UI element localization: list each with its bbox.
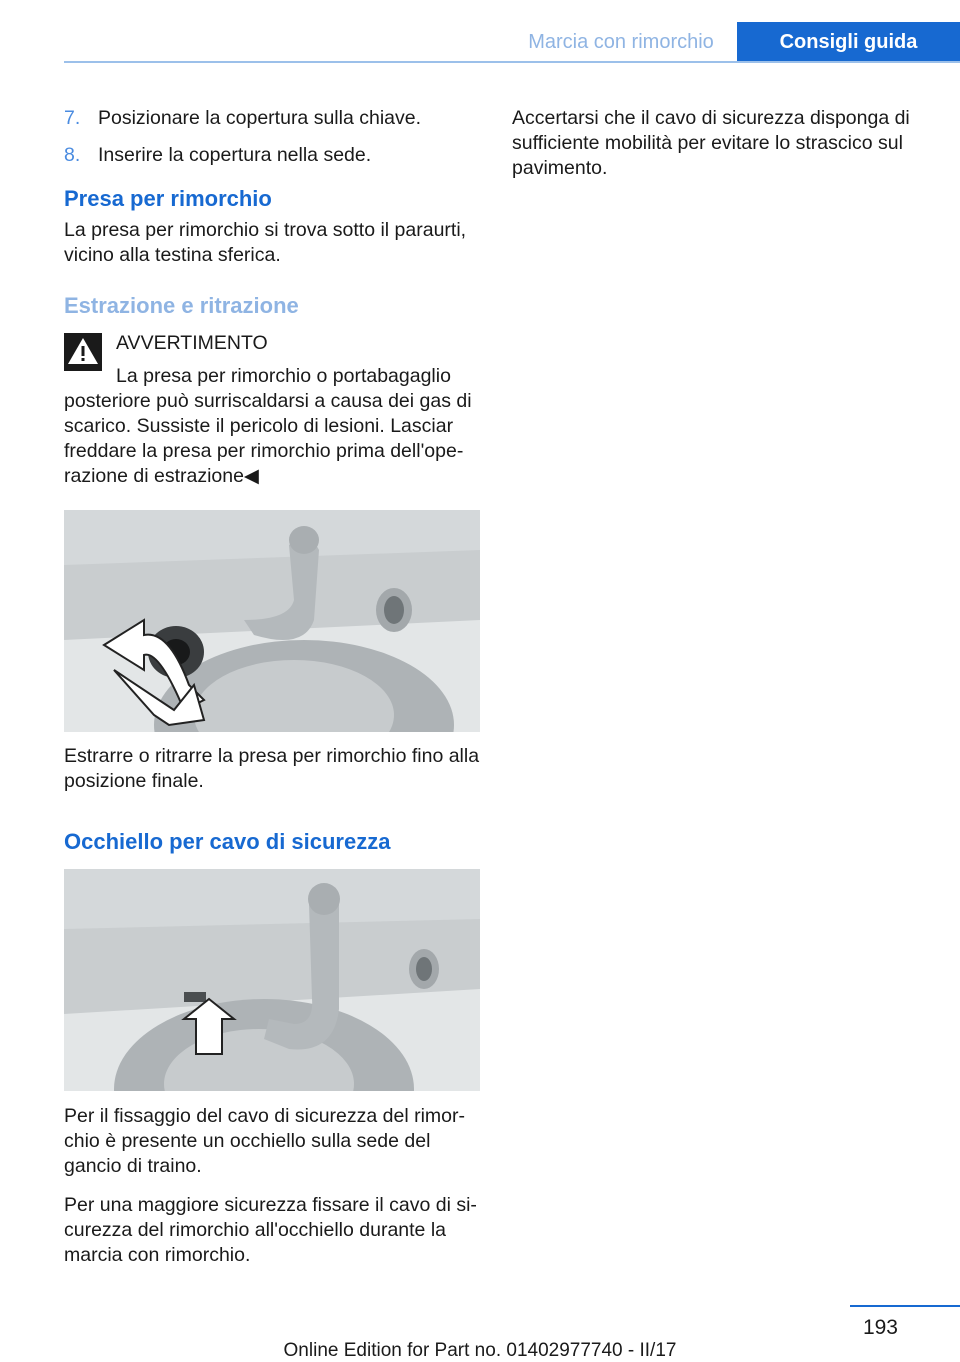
list-item xyxy=(64,143,480,168)
step-text: Posizionare la copertura sulla chiave. xyxy=(98,107,422,129)
page-number: 193 xyxy=(862,1316,898,1339)
warning-first-line: La presa per rimorchio o portabagaglio xyxy=(116,365,451,387)
eyelet-heading: Occhiello per cavo di sicurezza xyxy=(64,829,391,854)
figure-socket xyxy=(64,510,480,732)
header-section-title: Marcia con rimorchio xyxy=(528,31,714,53)
warning-title: AVVERTIMENTO xyxy=(116,332,268,354)
edition-footer: Online Edition for Part no. 01402977740 - II/17 xyxy=(283,1340,677,1361)
right-paragraph: Accertarsi che il cavo di sicurezza disponga di sufficiente mobilità per evitare lo strascico sul pavimento. xyxy=(512,107,910,179)
header-chapter-tab: Consigli guida xyxy=(737,22,960,62)
step-number: 8. xyxy=(64,144,81,166)
warning-text: posteriore può surriscaldarsi a causa dei gas di scarico. Sussiste il pericolo di lesioni. Lasciar freddare la presa per rimorchio prima dell'ope‐ razione di estrazione◀ xyxy=(64,390,472,487)
figure-socket-caption: Estrarre o ritrarre la presa per rimorchio fino alla posizione finale. xyxy=(64,745,480,792)
list-item xyxy=(64,106,480,131)
steps-list xyxy=(64,106,480,168)
warning-box xyxy=(64,331,480,489)
socket-text: La presa per rimorchio si trova sotto il paraurti, vicino alla testina sferica. xyxy=(64,219,467,266)
step-number: 7. xyxy=(64,107,81,129)
socket-illustration xyxy=(64,510,480,732)
eyelet-paragraph-1: Per il fissaggio del cavo di sicurezza del rimor‐ chio è presente un occhiello sulla sede del gancio di traino. xyxy=(64,1105,465,1177)
step-text: Inserire la copertura nella sede. xyxy=(98,144,372,166)
header-divider xyxy=(64,61,960,63)
footer-divider xyxy=(850,1305,960,1307)
eyelet-illustration xyxy=(64,869,480,1091)
warning-icon xyxy=(64,333,102,371)
extract-heading: Estrazione e ritrazione xyxy=(64,293,299,318)
eyelet-paragraph-2: Per una maggiore sicurezza fissare il cavo di si‐ curezza del rimorchio all'occhiello durante la marcia con rimorchio. xyxy=(64,1194,477,1266)
socket-heading: Presa per rimorchio xyxy=(64,186,272,211)
figure-eyelet xyxy=(64,869,480,1091)
